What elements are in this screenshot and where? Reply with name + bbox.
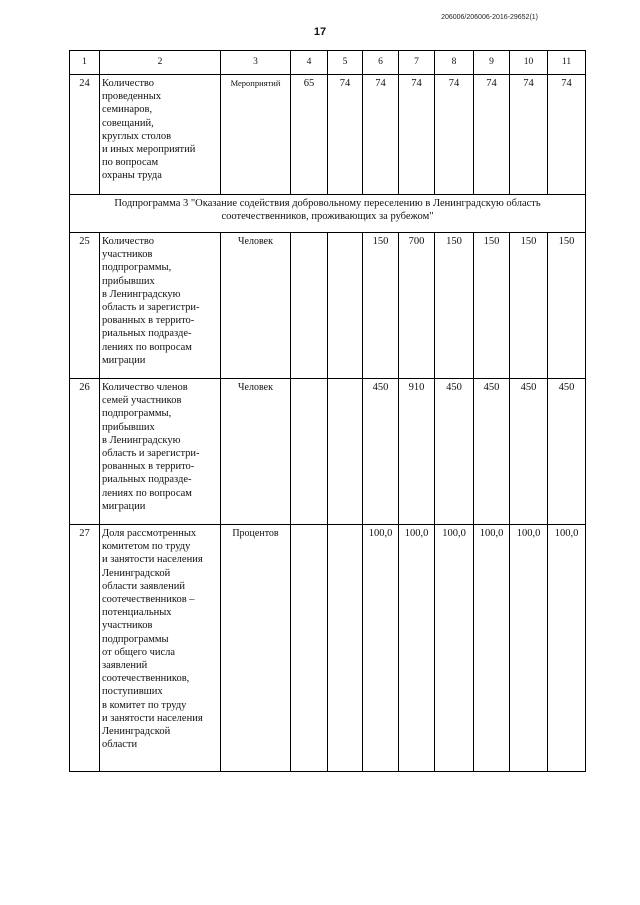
indicator-name-line: заявлений [102,660,148,672]
indicator-name-line: области заявлений [102,580,185,592]
indicator-name-line: потенциальных [102,607,172,619]
value-cell: 74 [510,75,548,195]
indicator-name-line: область и зарегистри- [102,448,200,460]
indicator-name-line: рованных в террито- [102,461,195,473]
value-cell: 74 [435,75,474,195]
column-number: 7 [399,51,435,75]
indicator-name-line: участников [102,249,153,261]
indicator-name-line: комитетом по труду [102,541,191,553]
value-cell: 150 [435,233,474,379]
subprogram-row [70,195,586,233]
indicator-name-line: проведенных [102,91,162,103]
indicator-name-line: Количество членов [102,382,188,393]
value-cell: 150 [548,233,586,379]
page-number: 17 [313,26,327,38]
value-cell: 100,0 [435,525,474,772]
indicator-name-line: лениях по вопросам [102,341,192,353]
indicator-name-line: и занятости населения [102,554,203,566]
value-cell [328,379,363,525]
value-cell: 74 [328,75,363,195]
column-number: 4 [291,51,328,75]
indicator-name-line: Ленинградской [102,726,171,738]
value-cell [291,233,328,379]
row-number: 26 [70,379,100,525]
indicator-name-line: соотечественников, [102,673,190,685]
value-cell: 100,0 [510,525,548,772]
unit-of-measure: Мероприятий [221,75,291,195]
value-cell: 450 [435,379,474,525]
table-row [70,75,586,195]
indicator-name-line: по вопросам [102,157,159,169]
indicator-name-line: и иных мероприятий [102,144,196,156]
indicator-name-line: подпрограммы, [102,262,172,274]
column-number: 2 [100,51,221,75]
value-cell [328,233,363,379]
row-number: 27 [70,525,100,772]
column-number: 11 [548,51,586,75]
row-number: 24 [70,75,100,195]
indicator-name-line: Количество [102,236,155,247]
indicator-name-line: поступивших [102,686,163,698]
unit-of-measure: Человек [221,379,291,525]
value-cell: 100,0 [363,525,399,772]
indicator-name-line: риальных подразде- [102,328,192,340]
value-cell: 100,0 [548,525,586,772]
table-row [70,379,586,525]
table-row [70,233,586,379]
column-number: 3 [221,51,291,75]
value-cell: 100,0 [474,525,510,772]
indicator-name [100,525,221,772]
indicator-name-line: Ленинградской [102,567,171,579]
indicator-name [100,233,221,379]
value-cell: 450 [363,379,399,525]
indicator-name-line: подпрограммы, [102,408,172,420]
value-cell: 450 [510,379,548,525]
value-cell: 150 [474,233,510,379]
value-cell [328,525,363,772]
unit-of-measure: Процентов [221,525,291,772]
table-row [70,525,586,772]
value-cell [291,525,328,772]
indicator-name-line: охраны труда [102,170,162,182]
indicator-name-line: подпрограммы [102,633,169,645]
row-number: 25 [70,233,100,379]
indicator-name-line: Количество [102,78,155,89]
indicator-name-line: семинаров, [102,104,153,116]
indicator-name-line: Доля рассмотренных [102,528,197,539]
indicator-name [100,75,221,195]
indicator-name-line: область и зарегистри- [102,302,200,314]
indicator-name-line: участников [102,620,153,632]
indicator-name-line: в Ленинградскую [102,434,181,446]
indicator-name-line: соотечественников – [102,594,195,606]
column-number: 8 [435,51,474,75]
value-cell: 700 [399,233,435,379]
value-cell [291,379,328,525]
indicator-name-line: риальных подразде- [102,474,192,486]
indicator-name-line: миграции [102,354,146,366]
indicator-name-line: и занятости населения [102,712,203,724]
value-cell: 74 [548,75,586,195]
indicator-name [100,379,221,525]
document-id: 206006/206006-2016-29652(1) [441,14,538,21]
column-number: 1 [70,51,100,75]
indicator-name-line: миграции [102,500,146,512]
value-cell: 65 [291,75,328,195]
indicator-name-line: рованных в террито- [102,315,195,327]
value-cell: 450 [474,379,510,525]
indicator-name-line: круглых столов [102,130,172,142]
column-number: 9 [474,51,510,75]
column-number: 6 [363,51,399,75]
unit-of-measure: Человек [221,233,291,379]
indicator-name-line: прибывших [102,421,155,433]
value-cell: 150 [510,233,548,379]
column-number-row [70,51,586,75]
indicator-name-line: области [102,739,138,751]
indicator-name-line: в Ленинградскую [102,288,181,300]
indicators-table [69,50,586,772]
value-cell: 74 [399,75,435,195]
value-cell: 910 [399,379,435,525]
value-cell: 100,0 [399,525,435,772]
column-number: 10 [510,51,548,75]
indicator-name-line: в комитет по труду [102,699,187,711]
value-cell: 150 [363,233,399,379]
indicator-name-line: лениях по вопросам [102,487,192,499]
indicator-name-line: прибывших [102,275,155,287]
column-number: 5 [328,51,363,75]
value-cell: 450 [548,379,586,525]
subprogram-title: Подпрограмма 3 "Оказание содействия добровольному переселению в Ленинградскую область соотечественников, проживающих за рубежом" [70,195,586,233]
value-cell: 74 [363,75,399,195]
indicator-name-line: семей участников [102,395,182,407]
value-cell: 74 [474,75,510,195]
indicator-name-line: совещаний, [102,117,154,129]
indicator-name-line: от общего числа [102,646,176,658]
